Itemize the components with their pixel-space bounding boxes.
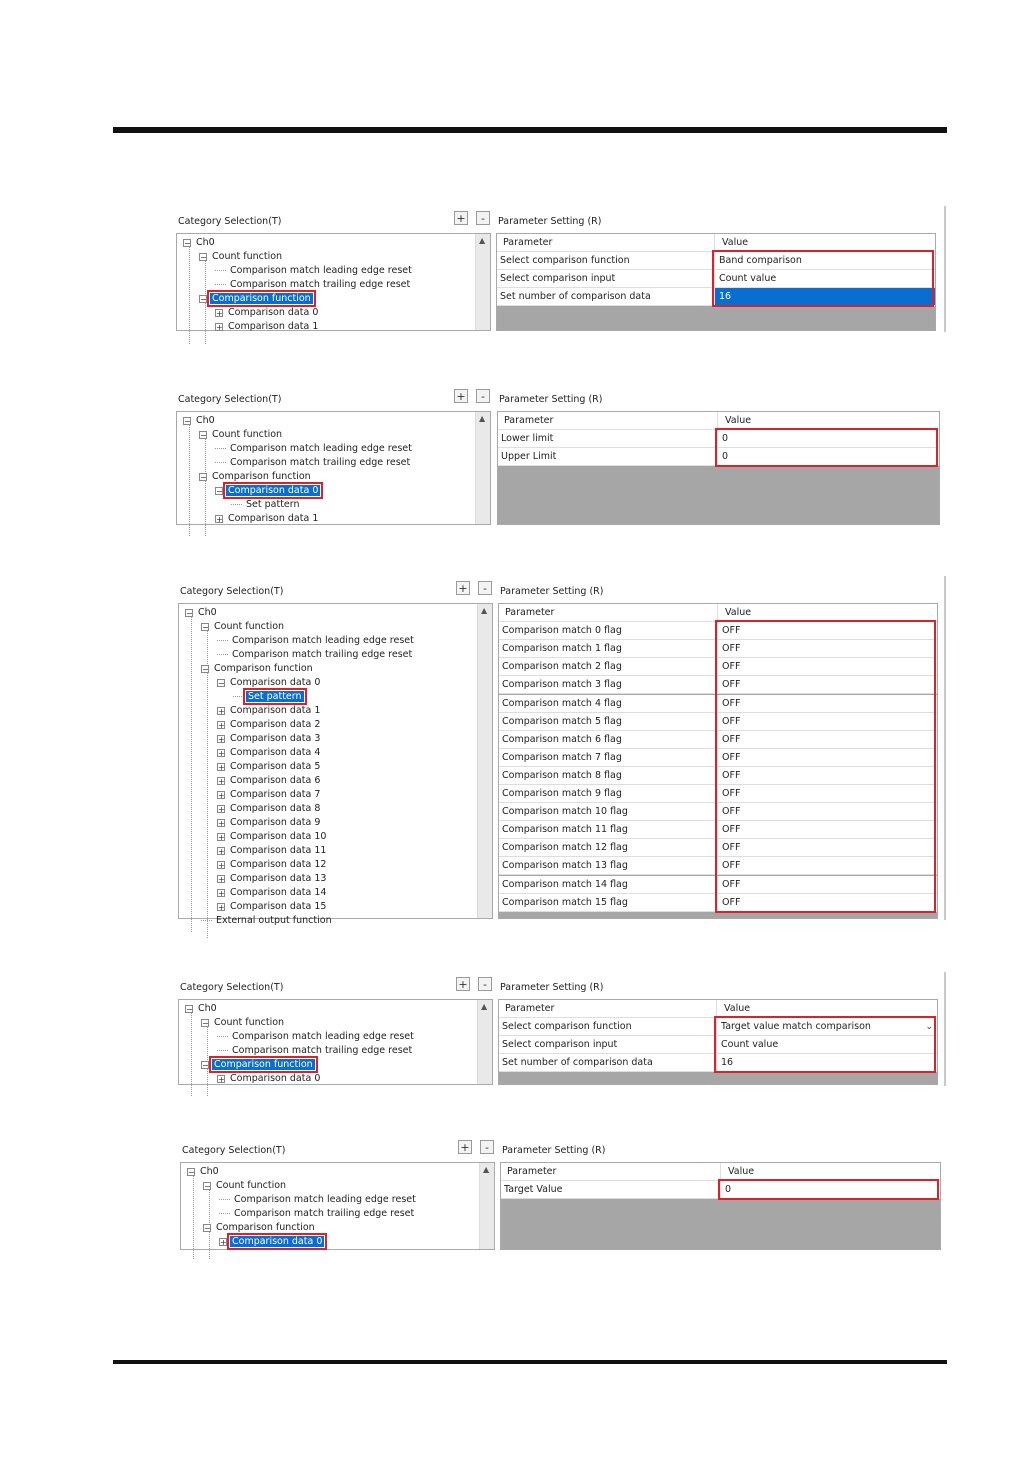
param-value[interactable]: OFF: [717, 839, 937, 856]
tree-node[interactable]: [219, 1193, 418, 1207]
tree-node[interactable]: [187, 1165, 221, 1179]
tree-node-label: Comparison data 0: [230, 1073, 321, 1084]
category-selection-label: Category Selection(T): [182, 1145, 286, 1156]
param-name: Select comparison function: [502, 1021, 632, 1033]
grid-row[interactable]: [499, 622, 937, 640]
param-value[interactable]: OFF: [717, 713, 937, 730]
value-column-header: Value: [720, 1163, 940, 1180]
expand-icon[interactable]: +: [216, 308, 223, 318]
tree-connector: [215, 284, 226, 285]
tree-node-label: Count function: [216, 1180, 287, 1191]
tree-connector: [231, 504, 242, 505]
param-name: Comparison match 15 flag: [502, 896, 628, 908]
tree-scrollbar[interactable]: [475, 234, 490, 330]
param-value[interactable]: OFF: [717, 658, 937, 675]
tree-node-label: Comparison data 14: [230, 887, 327, 898]
collapse-icon[interactable]: −: [200, 472, 207, 482]
tree-guide-line: [207, 630, 208, 938]
parameter-setting-label: Parameter Setting (R): [500, 586, 604, 597]
tree-node[interactable]: [233, 690, 304, 704]
collapse-icon[interactable]: −: [186, 608, 193, 618]
param-name: Comparison match 0 flag: [502, 625, 622, 637]
grid-row[interactable]: [498, 448, 939, 466]
grid-row[interactable]: [499, 821, 937, 839]
tree-node[interactable]: [203, 1221, 317, 1235]
tree-node-label: Count function: [214, 621, 285, 632]
tree-node-label: Ch0: [198, 1003, 217, 1014]
param-name: Comparison match 6 flag: [502, 733, 622, 745]
tree-node[interactable]: [183, 236, 217, 250]
settings-screen-0: [0, 206, 1032, 332]
expand-icon[interactable]: +: [218, 888, 225, 898]
param-value[interactable]: OFF: [717, 821, 937, 838]
grid-row[interactable]: [499, 749, 937, 767]
top-rule: [113, 127, 947, 133]
expand-icon[interactable]: +: [218, 748, 225, 758]
param-name: Comparison match 10 flag: [502, 806, 628, 818]
param-name: Select comparison input: [502, 1039, 618, 1051]
param-value[interactable]: OFF: [717, 894, 937, 911]
expand-icon[interactable]: +: [218, 1074, 225, 1084]
tree-node[interactable]: [215, 484, 320, 498]
tree-node-label: Comparison data 2: [230, 719, 321, 730]
collapse-icon[interactable]: −: [204, 1181, 211, 1191]
tree-node[interactable]: [185, 606, 219, 620]
expand-icon[interactable]: +: [218, 902, 225, 912]
tree-node-label: Set pattern: [248, 691, 302, 702]
tree-scrollbar[interactable]: [477, 1000, 492, 1084]
param-name: Comparison match 9 flag: [502, 788, 622, 799]
param-value[interactable]: OFF: [717, 749, 937, 766]
tree-node-label: Ch0: [198, 607, 217, 618]
param-name: Comparison match 1 flag: [502, 643, 622, 655]
expand-icon[interactable]: +: [218, 860, 225, 870]
parameter-grid: [500, 1162, 941, 1250]
grid-row[interactable]: [499, 658, 937, 676]
tree-scrollbar[interactable]: [475, 412, 490, 524]
tree-guide-line: [193, 1175, 194, 1259]
tree-node-label: Comparison match trailing edge reset: [232, 1045, 413, 1056]
tree-node-label: Comparison data 0: [230, 677, 321, 688]
parameter-grid: [498, 999, 938, 1085]
expand-icon[interactable]: +: [218, 720, 225, 730]
tree-node[interactable]: [183, 414, 217, 428]
tree-node[interactable]: [219, 1207, 416, 1221]
tree-node-label: Comparison match trailing edge reset: [230, 457, 411, 468]
tree-node[interactable]: [199, 250, 284, 264]
tree-node-label: Ch0: [196, 415, 215, 426]
tree-node[interactable]: [217, 830, 328, 844]
grid-header: [501, 1163, 940, 1181]
param-name: Comparison match 8 flag: [502, 769, 622, 781]
tree-node[interactable]: [217, 858, 328, 872]
grid-row[interactable]: [499, 640, 937, 658]
param-value[interactable]: OFF: [717, 767, 937, 784]
tree-node-label: Comparison match leading edge reset: [232, 1031, 414, 1042]
grid-row[interactable]: [499, 1054, 937, 1072]
tree-node-label: Comparison function: [214, 663, 313, 674]
param-name: Comparison match 3 flag: [502, 679, 622, 691]
tree-node-label: Comparison match leading edge reset: [230, 265, 412, 276]
tree-node-label: Count function: [212, 251, 283, 262]
tree-node-label: Comparison match trailing edge reset: [230, 279, 411, 290]
expand-icon[interactable]: +: [218, 874, 225, 884]
expand-icon[interactable]: +: [218, 776, 225, 786]
tree-connector: [215, 448, 226, 449]
tree-node-label: Set pattern: [246, 499, 300, 510]
grid-row[interactable]: [499, 676, 937, 694]
category-tree[interactable]: [176, 411, 491, 525]
tree-node[interactable]: [217, 1030, 416, 1044]
category-selection-label: Category Selection(T): [180, 586, 284, 597]
parameter-setting-label: Parameter Setting (R): [499, 394, 603, 405]
param-name: Target Value: [504, 1184, 563, 1196]
param-value[interactable]: 0: [720, 1181, 940, 1198]
grid-row[interactable]: [499, 785, 937, 803]
param-name: Set number of comparison data: [502, 1057, 653, 1069]
expand-all-button[interactable]: +: [456, 581, 470, 595]
param-value[interactable]: OFF: [717, 731, 937, 748]
settings-screen-4: [0, 1135, 1032, 1249]
expand-icon[interactable]: +: [218, 832, 225, 842]
scroll-up-arrow-icon[interactable]: ▲: [479, 414, 486, 423]
param-name: Comparison match 11 flag: [502, 824, 628, 836]
tree-node[interactable]: [217, 648, 414, 662]
param-name: Set number of comparison data: [500, 291, 651, 303]
tree-node[interactable]: [199, 428, 284, 442]
param-name: Lower limit: [501, 433, 554, 445]
grid-row[interactable]: [499, 803, 937, 821]
collapse-all-button[interactable]: -: [478, 977, 492, 991]
scroll-up-arrow-icon[interactable]: ▲: [481, 1002, 488, 1011]
expand-icon[interactable]: +: [216, 322, 223, 332]
window-edge: [944, 206, 946, 332]
value-column-header: Value: [714, 234, 935, 251]
grid-header: [499, 604, 937, 622]
expand-icon[interactable]: +: [218, 706, 225, 716]
param-value[interactable]: Count value: [716, 1036, 937, 1053]
tree-connector: [219, 1199, 230, 1200]
collapse-icon[interactable]: −: [184, 416, 191, 426]
collapse-icon[interactable]: −: [184, 238, 191, 248]
tree-connector: [219, 1213, 230, 1214]
tree-guide-line: [205, 438, 206, 536]
param-name: Comparison match 2 flag: [502, 661, 622, 673]
grid-row[interactable]: [499, 857, 937, 875]
tree-node-label: Comparison data 0: [232, 1236, 323, 1247]
tree-scrollbar[interactable]: [477, 604, 492, 918]
tree-node-label: Comparison data 15: [230, 901, 327, 912]
collapse-icon[interactable]: −: [188, 1167, 195, 1177]
tree-node[interactable]: [217, 802, 322, 816]
collapse-icon[interactable]: −: [200, 294, 207, 304]
tree-node[interactable]: [217, 886, 328, 900]
grid-row[interactable]: [497, 252, 935, 270]
param-name: Comparison match 13 flag: [502, 860, 628, 872]
collapse-icon[interactable]: −: [218, 678, 225, 688]
tree-node-label: Comparison data 11: [230, 845, 327, 856]
expand-icon[interactable]: +: [216, 514, 223, 524]
param-name: Select comparison function: [500, 255, 630, 267]
grid-row[interactable]: [499, 894, 937, 912]
value-column-header: Value: [716, 1000, 937, 1017]
tree-guide-line: [191, 1012, 192, 1096]
tree-node-label: Ch0: [196, 237, 215, 248]
tree-node[interactable]: [215, 442, 414, 456]
grid-header: [497, 234, 935, 252]
collapse-icon[interactable]: −: [202, 622, 209, 632]
tree-node[interactable]: [199, 292, 313, 306]
expand-all-button[interactable]: +: [456, 977, 470, 991]
tree-node-label: Comparison match trailing edge reset: [234, 1208, 415, 1219]
tree-guide-line: [189, 246, 190, 344]
collapse-icon[interactable]: −: [200, 430, 207, 440]
scroll-up-arrow-icon[interactable]: ▲: [479, 236, 486, 245]
expand-all-button[interactable]: +: [454, 211, 468, 225]
grid-row[interactable]: [499, 731, 937, 749]
expand-all-button[interactable]: +: [458, 1140, 472, 1154]
tree-node-label: Comparison match trailing edge reset: [232, 649, 413, 660]
tree-node-label: Count function: [212, 429, 283, 440]
param-name: Comparison match 5 flag: [502, 715, 622, 727]
param-value[interactable]: Target value match comparison: [716, 1018, 937, 1035]
tree-node-label: Count function: [214, 1017, 285, 1028]
grid-row[interactable]: [498, 430, 939, 448]
param-column-header: Parameter: [505, 1003, 555, 1014]
tree-node-label: Comparison data 13: [230, 873, 327, 884]
tree-node[interactable]: [217, 1044, 414, 1058]
grid-row[interactable]: [499, 767, 937, 785]
collapse-icon[interactable]: −: [202, 664, 209, 674]
settings-screen-2: [0, 576, 1032, 926]
expand-all-button[interactable]: +: [454, 389, 468, 403]
grid-row[interactable]: [499, 1018, 937, 1036]
collapse-icon[interactable]: −: [200, 252, 207, 262]
settings-screen-1: [0, 384, 1032, 526]
tree-node[interactable]: [217, 844, 328, 858]
tree-node[interactable]: [201, 914, 334, 928]
tree-connector: [215, 462, 226, 463]
param-value[interactable]: OFF: [717, 785, 937, 802]
tree-node-label: Comparison function: [214, 1059, 313, 1070]
expand-icon[interactable]: +: [218, 846, 225, 856]
tree-scrollbar[interactable]: [479, 1163, 494, 1249]
param-name: Select comparison input: [500, 273, 616, 285]
collapse-all-button[interactable]: -: [480, 1140, 494, 1154]
parameter-grid: [496, 233, 936, 331]
param-column-header: Parameter: [504, 415, 554, 426]
collapse-icon[interactable]: −: [216, 486, 223, 496]
expand-icon[interactable]: +: [220, 1237, 227, 1247]
category-selection-label: Category Selection(T): [178, 394, 282, 405]
param-value[interactable]: OFF: [717, 622, 937, 639]
param-column-header: Parameter: [507, 1166, 557, 1177]
category-tree[interactable]: [178, 603, 493, 926]
parameter-setting-label: Parameter Setting (R): [500, 982, 604, 993]
grid-row[interactable]: [499, 876, 937, 894]
tree-connector: [217, 654, 228, 655]
tree-node-label: Comparison data 0: [228, 485, 319, 496]
tree-node[interactable]: [217, 900, 328, 914]
tree-node-label: Comparison data 1: [228, 513, 319, 524]
tree-node[interactable]: [217, 732, 322, 746]
tree-node[interactable]: [215, 306, 320, 320]
tree-node[interactable]: [215, 264, 414, 278]
tree-node-label: Comparison data 5: [230, 761, 321, 772]
expand-icon[interactable]: +: [218, 790, 225, 800]
tree-connector: [201, 920, 212, 921]
expand-icon[interactable]: +: [218, 734, 225, 744]
value-column-header: Value: [717, 604, 937, 621]
collapse-icon[interactable]: −: [202, 1018, 209, 1028]
grid-header: [499, 1000, 937, 1018]
tree-guide-line: [191, 616, 192, 932]
grid-row[interactable]: [499, 839, 937, 857]
tree-node-label: Comparison function: [212, 293, 311, 304]
tree-connector: [233, 696, 244, 697]
parameter-grid: [497, 411, 940, 525]
tree-node-label: Comparison match leading edge reset: [232, 635, 414, 646]
tree-node-label: Comparison data 6: [230, 775, 321, 786]
tree-node-label: Comparison function: [212, 471, 311, 482]
tree-node[interactable]: [199, 470, 313, 484]
tree-node[interactable]: [185, 1002, 219, 1016]
tree-node[interactable]: [215, 278, 412, 292]
tree-node-label: Comparison data 1: [230, 705, 321, 716]
grid-row[interactable]: [499, 1036, 937, 1054]
collapse-icon[interactable]: −: [186, 1004, 193, 1014]
settings-screen-3: [0, 972, 1032, 1086]
grid-row[interactable]: [501, 1181, 940, 1199]
param-value[interactable]: Band comparison: [714, 252, 935, 269]
grid-row[interactable]: [499, 713, 937, 731]
tree-node[interactable]: [217, 1072, 322, 1086]
tree-node[interactable]: [201, 620, 286, 634]
category-selection-label: Category Selection(T): [178, 216, 282, 227]
tree-connector: [215, 270, 226, 271]
tree-node-label: Comparison match leading edge reset: [234, 1194, 416, 1205]
grid-row[interactable]: [497, 270, 935, 288]
tree-node-label: Comparison data 12: [230, 859, 327, 870]
bottom-rule: [113, 1360, 947, 1364]
tree-node[interactable]: [217, 816, 322, 830]
grid-row[interactable]: [497, 288, 935, 306]
param-value[interactable]: OFF: [717, 876, 937, 893]
parameter-grid: [498, 603, 938, 919]
param-name: Upper Limit: [501, 451, 557, 463]
tree-connector: [217, 1036, 228, 1037]
tree-node[interactable]: [201, 1016, 286, 1030]
param-column-header: Parameter: [503, 237, 553, 248]
expand-icon[interactable]: +: [218, 804, 225, 814]
tree-node[interactable]: [201, 1058, 315, 1072]
param-column-header: Parameter: [505, 607, 555, 618]
param-value[interactable]: Count value: [714, 270, 935, 287]
scroll-up-arrow-icon[interactable]: ▲: [483, 1165, 490, 1174]
param-name: Comparison match 4 flag: [502, 697, 622, 709]
tree-connector: [217, 640, 228, 641]
tree-node-label: Comparison data 7: [230, 789, 321, 800]
tree-node[interactable]: [215, 456, 412, 470]
tree-node[interactable]: [231, 498, 302, 512]
tree-node[interactable]: [217, 704, 322, 718]
collapse-all-button[interactable]: -: [478, 581, 492, 595]
tree-node-label: Comparison data 9: [230, 817, 321, 828]
grid-header: [498, 412, 939, 430]
param-name: Comparison match 7 flag: [502, 751, 622, 763]
category-tree[interactable]: [180, 1162, 495, 1250]
tree-node[interactable]: [217, 788, 322, 802]
tree-node[interactable]: [217, 760, 322, 774]
category-tree[interactable]: [178, 999, 493, 1085]
tree-node[interactable]: [215, 512, 320, 526]
tree-node[interactable]: [217, 634, 416, 648]
parameter-setting-label: Parameter Setting (R): [502, 1145, 606, 1156]
category-selection-label: Category Selection(T): [180, 982, 284, 993]
collapse-all-button[interactable]: -: [476, 211, 490, 225]
tree-node-label: Comparison data 10: [230, 831, 327, 842]
window-edge: [944, 972, 946, 1086]
parameter-setting-label: Parameter Setting (R): [498, 216, 602, 227]
param-value[interactable]: OFF: [717, 676, 937, 693]
tree-node-label: Comparison data 3: [230, 733, 321, 744]
param-value[interactable]: 16: [716, 1054, 937, 1071]
collapse-all-button[interactable]: -: [476, 389, 490, 403]
tree-node-label: Ch0: [200, 1166, 219, 1177]
value-column-header: Value: [717, 412, 939, 429]
tree-node[interactable]: [217, 872, 328, 886]
collapse-icon[interactable]: −: [204, 1223, 211, 1233]
scroll-up-arrow-icon[interactable]: ▲: [481, 606, 488, 615]
tree-node-label: Comparison match leading edge reset: [230, 443, 412, 454]
tree-node-label: Comparison data 1: [228, 321, 319, 332]
tree-node[interactable]: [217, 746, 322, 760]
param-value[interactable]: 0: [717, 448, 939, 465]
tree-node[interactable]: [219, 1235, 324, 1249]
window-edge: [944, 576, 946, 920]
dropdown-arrow-icon[interactable]: ⌄: [925, 1022, 933, 1033]
param-value[interactable]: OFF: [717, 640, 937, 657]
param-value[interactable]: 0: [717, 430, 939, 447]
grid-row[interactable]: [499, 695, 937, 713]
tree-node[interactable]: [215, 320, 320, 334]
tree-node-label: External output function: [216, 915, 332, 926]
tree-node[interactable]: [217, 676, 322, 690]
expand-icon[interactable]: +: [218, 762, 225, 772]
tree-node[interactable]: [217, 718, 322, 732]
tree-node[interactable]: [203, 1179, 288, 1193]
collapse-icon[interactable]: −: [202, 1060, 209, 1070]
param-value[interactable]: 16: [714, 288, 935, 305]
param-name: Comparison match 12 flag: [502, 842, 628, 854]
param-value[interactable]: OFF: [717, 803, 937, 820]
category-tree[interactable]: [176, 233, 491, 331]
tree-node-label: Comparison data 4: [230, 747, 321, 758]
tree-node[interactable]: [201, 662, 315, 676]
tree-node-label: Comparison data 8: [230, 803, 321, 814]
param-value[interactable]: OFF: [717, 695, 937, 712]
tree-node[interactable]: [217, 774, 322, 788]
tree-node-label: Comparison function: [216, 1222, 315, 1233]
param-value[interactable]: OFF: [717, 857, 937, 874]
tree-guide-line: [189, 424, 190, 536]
tree-node-label: Comparison data 0: [228, 307, 319, 318]
param-name: Comparison match 14 flag: [502, 878, 628, 890]
tree-connector: [217, 1050, 228, 1051]
expand-icon[interactable]: +: [218, 818, 225, 828]
